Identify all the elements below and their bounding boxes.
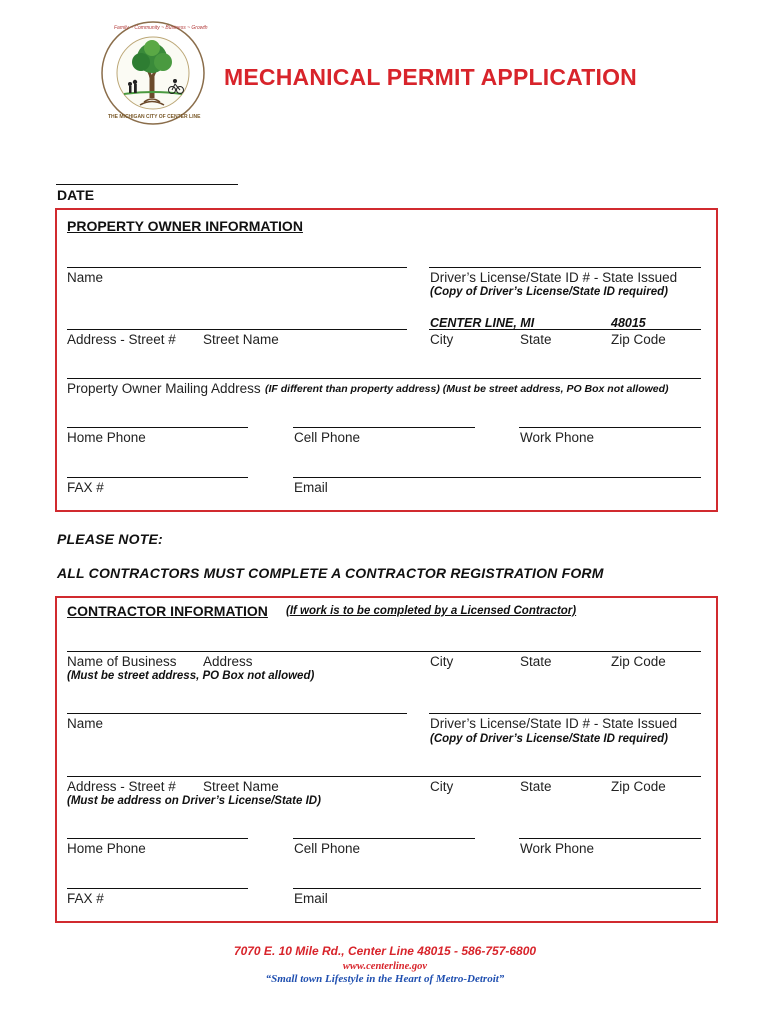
contractor-heading: CONTRACTOR INFORMATION xyxy=(67,603,268,619)
owner-fax-label: FAX # xyxy=(67,480,104,495)
contractor-city-label-2: City xyxy=(430,779,454,794)
seal-city-name-text: THE MICHIGAN CITY OF CENTER LINE xyxy=(108,114,201,120)
owner-work-phone-label: Work Phone xyxy=(520,430,595,445)
contractor-email-field[interactable] xyxy=(293,888,701,889)
contractor-street-name-label: Street Name xyxy=(203,779,279,794)
owner-name-field[interactable] xyxy=(67,267,407,268)
contractor-name-field[interactable] xyxy=(67,713,407,714)
contractor-business-label: Name of Business xyxy=(67,654,177,669)
date-field-line[interactable] xyxy=(56,184,238,185)
contractor-state-label: State xyxy=(520,654,552,669)
contractor-cell-phone-field[interactable] xyxy=(293,838,475,839)
contractor-license-label: Driver’s License/State ID # - State Issued xyxy=(430,716,678,731)
owner-street-address-field[interactable] xyxy=(67,329,407,330)
contractor-address-note: (Must be address on Driver’s License/State ID) xyxy=(67,795,321,807)
property-owner-heading: PROPERTY OWNER INFORMATION xyxy=(67,218,303,234)
contractor-home-phone-field[interactable] xyxy=(67,838,248,839)
owner-license-field[interactable] xyxy=(429,267,701,268)
contractor-city-label: City xyxy=(430,654,454,669)
contractor-license-field[interactable] xyxy=(429,713,701,714)
contractor-zip-label-2: Zip Code xyxy=(611,779,666,794)
contractor-license-note: (Copy of Driver’s License/State ID required) xyxy=(430,733,668,745)
contractor-name-label: Name xyxy=(67,716,104,731)
owner-city-value: CENTER LINE, MI xyxy=(430,316,535,330)
contractor-work-phone-label: Work Phone xyxy=(520,841,595,856)
contractor-registration-notice: ALL CONTRACTORS MUST COMPLETE A CONTRACTOR REGISTRATION FORM xyxy=(57,565,604,581)
owner-mailing-address-field[interactable] xyxy=(67,378,701,379)
owner-fax-field[interactable] xyxy=(67,477,248,478)
owner-email-field[interactable] xyxy=(293,477,701,478)
owner-street-number-label: Address - Street # xyxy=(67,332,176,347)
owner-work-phone-field[interactable] xyxy=(519,427,701,428)
contractor-state-label-2: State xyxy=(520,779,552,794)
contractor-business-note: (Must be street address, PO Box not allowed) xyxy=(67,670,315,682)
contractor-email-label: Email xyxy=(294,891,328,906)
owner-zip-value: 48015 xyxy=(611,316,646,330)
contractor-business-field[interactable] xyxy=(67,651,701,652)
contractor-address-label: Address xyxy=(203,654,253,669)
contractor-heading-note: (If work is to be completed by a Licensed Contractor) xyxy=(286,605,577,617)
owner-city-state-zip-field[interactable] xyxy=(429,329,701,330)
owner-city-label: City xyxy=(430,332,454,347)
footer-slogan: “Small town Lifestyle in the Heart of Metro-Detroit” xyxy=(265,973,505,985)
contractor-section xyxy=(55,596,718,923)
owner-home-phone-label: Home Phone xyxy=(67,430,146,445)
owner-license-label: Driver’s License/State ID # - State Issued xyxy=(430,270,678,285)
city-seal-logo xyxy=(100,20,206,126)
contractor-street-address-field[interactable] xyxy=(67,776,701,777)
owner-street-name-label: Street Name xyxy=(203,332,279,347)
footer-address: 7070 E. 10 Mile Rd., Center Line 48015 - 586-757-6800 xyxy=(233,944,537,958)
contractor-fax-field[interactable] xyxy=(67,888,248,889)
owner-state-label: State xyxy=(520,332,552,347)
footer-website[interactable]: www.centerline.gov xyxy=(342,961,428,972)
property-owner-section xyxy=(55,208,718,512)
seal-motto-text: Family ~ Community ~ Business ~ Growth xyxy=(114,25,208,31)
owner-home-phone-field[interactable] xyxy=(67,427,248,428)
owner-name-label: Name xyxy=(67,270,104,285)
owner-email-label: Email xyxy=(294,480,328,495)
page-title: MECHANICAL PERMIT APPLICATION xyxy=(224,64,637,90)
contractor-home-phone-label: Home Phone xyxy=(67,841,146,856)
contractor-street-number-label: Address - Street # xyxy=(67,779,176,794)
owner-mailing-address-note: (IF different than property address) (Must be street address, PO Box not allowed) xyxy=(265,383,669,395)
contractor-work-phone-field[interactable] xyxy=(519,838,701,839)
contractor-fax-label: FAX # xyxy=(67,891,104,906)
owner-cell-phone-field[interactable] xyxy=(293,427,475,428)
owner-mailing-address-label: Property Owner Mailing Address xyxy=(67,381,261,396)
contractor-zip-label: Zip Code xyxy=(611,654,666,669)
please-note-heading: PLEASE NOTE: xyxy=(57,531,163,547)
owner-license-note: (Copy of Driver’s License/State ID required) xyxy=(430,286,668,298)
owner-cell-phone-label: Cell Phone xyxy=(294,430,361,445)
contractor-cell-phone-label: Cell Phone xyxy=(294,841,361,856)
date-label: DATE xyxy=(57,187,95,203)
owner-zip-label: Zip Code xyxy=(611,332,666,347)
